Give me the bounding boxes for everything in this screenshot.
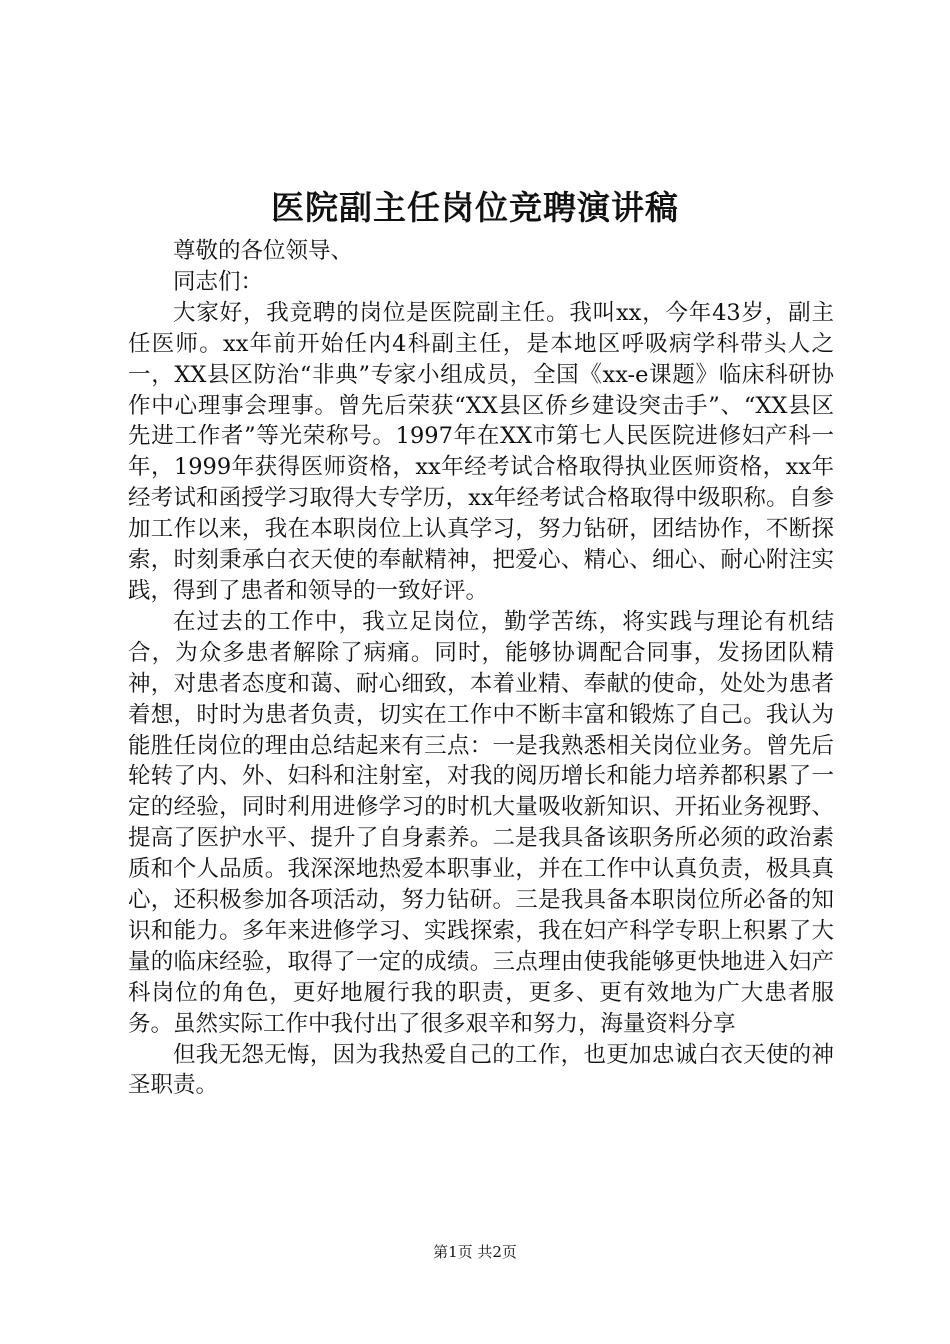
paragraph-introduction: 大家好，我竞聘的岗位是医院副主任。我叫xx，今年43岁，副主任医师。xx年前开始任内4科副主任，是本地区呼吸病学科带头人之一，XX县区防治“非典”专家小组成员，全国《xx-e课题》临床科研协作中心理事会理事。曾先后荣获“XX县区侨乡建设突击手”、“XX县区先进工作者”等光荣称号。1997年在XX市第七人民医院进修妇产科一年，1999年获得医师资格，xx年经考试合格取得执业医师资格，xx年经考试和函授学习取得大专学历，xx年经考试合格取得中级职称。自参加工作以来，我在本职岗位上认真学习，努力钻研，团结协作，不断探索，时刻秉承白衣天使的奉献精神，把爱心、精心、细心、耐心附注实践，得到了患者和领导的一致好评。 xyxy=(128,299,834,604)
paragraph-closing: 但我无怨无悔，因为我热爱自己的工作，也更加忠诚白衣天使的神圣职责。 xyxy=(128,1041,834,1099)
salutation-line-2: 同志们： xyxy=(173,268,264,295)
document-title: 医院副主任岗位竞聘演讲稿 xyxy=(271,188,679,227)
page-footer: 第1页 共2页 xyxy=(433,1243,517,1261)
document-body xyxy=(128,236,834,1101)
paragraph-experience: 在过去的工作中，我立足岗位，勤学苦练，将实践与理论有机结合，为众多患者解除了病痛。同时，能够协调配合同事，发扬团队精神，对患者态度和蔼、耐心细致，本着业精、奉献的使命，处处为患者着想，时时为患者负责，切实在工作中不断丰富和锻炼了自己。我认为能胜任岗位的理由总结起来有三点：一是我熟悉相关岗位业务。曾先后轮转了内、外、妇科和注射室，对我的阅历增长和能力培养都积累了一定的经验，同时利用进修学习的时机大量吸收新知识、开拓业务视野、提高了医护水平、提升了自身素养。二是我具备该职务所必须的政治素质和个人品质。我深深地热爱本职事业，并在工作中认真负责，极具真心，还积极参加各项活动，努力钻研。三是我具备本职岗位所必备的知识和能力。多年来进修学习、实践探索，我在妇产科学专职上积累了大量的临床经验，取得了一定的成绩。三点理由使我能够更快地进入妇产科岗位的角色，更好地履行我的职责，更多、更有效地为广大患者服务。虽然实际工作中我付出了很多艰辛和努力，海量资料分享 xyxy=(128,608,834,1037)
salutation-line-1: 尊敬的各位领导、 xyxy=(173,238,354,264)
